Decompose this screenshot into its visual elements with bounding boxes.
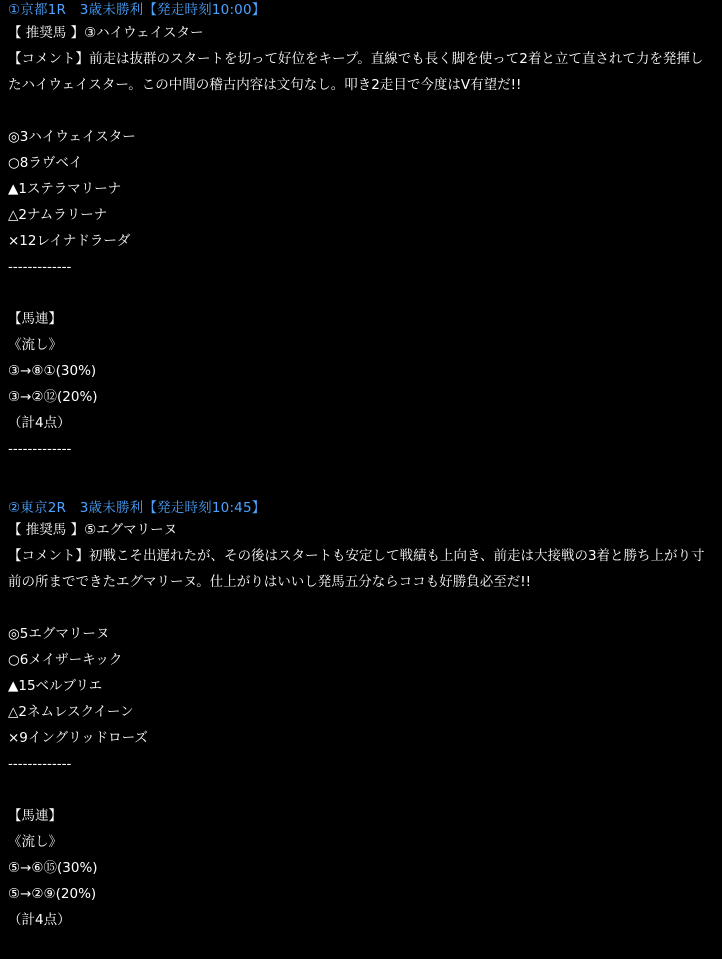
- bet-combo-1: ⑤→⑥⑮(30%): [8, 860, 98, 876]
- bet-combo-2: ⑤→②⑨(20%): [8, 886, 97, 902]
- race-separator: [8, 462, 714, 502]
- divider-bottom: -------------: [8, 440, 72, 457]
- spacer: [8, 777, 714, 803]
- divider-top: -------------: [8, 258, 72, 275]
- race-block-1: [8, 4, 714, 462]
- bet-type: 《流し》: [8, 834, 62, 850]
- spacer: [8, 98, 714, 124]
- bet-type: 《流し》: [8, 336, 62, 353]
- mark-osae: ×9イングリッドローズ: [8, 730, 148, 746]
- bet-combo-1: ③→⑧①(30%): [8, 362, 97, 379]
- bet-combo-2: ③→②⑫(20%): [8, 388, 98, 405]
- mark-honmei: ◎5エグマリーヌ: [8, 626, 110, 642]
- race-comment: 【コメント】初戦こそ出遅れたが、その後はスタートも安定して戦績も上向き、前走は大接戦の3着と勝ち上がり寸前の所までできたエグマリーヌ。仕上がりはいいし発馬五分ならココも好勝負必至だ!!: [8, 548, 705, 590]
- mark-renka: △2ネムレスクイーン: [8, 704, 134, 720]
- bet-title: 【馬連】: [8, 808, 62, 824]
- race-header: ②東京2R 3歳未勝利【発走時刻10:45】: [8, 499, 266, 516]
- spacer: [8, 595, 714, 621]
- race-comment: 【コメント】前走は抜群のスタートを切って好位をキープ。直線でも長く脚を使って2着と立て直されて力を発揮したハイウェイスター。この中間の稽古内容は文句なし。叩き2走目で今度はV有望だ!!: [8, 50, 704, 93]
- bet-total: （計4点）: [8, 414, 71, 431]
- bet-total: （計4点）: [8, 912, 71, 928]
- mark-tanana: ▲1ステラマリーナ: [8, 180, 122, 197]
- race-header: ①京都1R 3歳未勝利【発走時刻10:00】: [8, 2, 266, 18]
- spacer: [8, 280, 714, 306]
- mark-taikou: ○6メイザーキック: [8, 652, 123, 668]
- divider-top: -------------: [8, 756, 72, 772]
- mark-renka: △2ナムラリーナ: [8, 206, 108, 223]
- recommended-horse: 【 推奨馬 】⑤エグマリーヌ: [8, 522, 178, 538]
- mark-osae: ×12レイナドラーダ: [8, 232, 131, 249]
- bet-title: 【馬連】: [8, 310, 62, 327]
- mark-honmei: ◎3ハイウェイスター: [8, 128, 136, 145]
- mark-tanana: ▲15ベルブリエ: [8, 678, 103, 694]
- mark-taikou: ○8ラヴベイ: [8, 154, 83, 171]
- recommended-horse: 【 推奨馬 】③ハイウェイスター: [8, 24, 204, 41]
- race-block-2: [8, 499, 714, 934]
